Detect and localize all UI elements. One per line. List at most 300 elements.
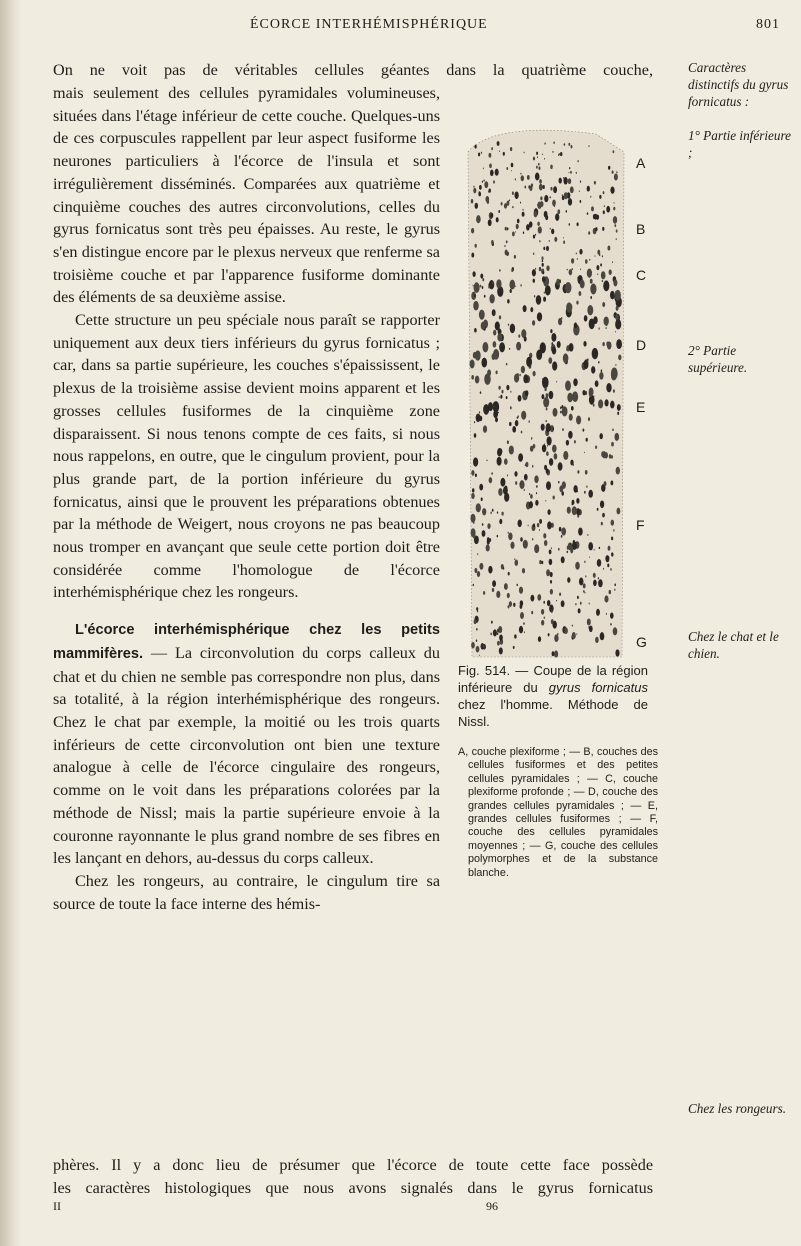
cell-dot xyxy=(486,544,490,551)
cell-dot xyxy=(567,577,570,583)
cell-dot xyxy=(503,152,505,156)
cell-dot xyxy=(589,557,590,558)
cell-dot xyxy=(550,196,551,198)
cell-dot xyxy=(535,500,538,506)
cell-dot xyxy=(576,172,577,174)
margin-note-partie-superieure: 2° Partie supérieure. xyxy=(688,343,748,375)
cell-dot xyxy=(611,480,614,485)
layer-letter-e: E xyxy=(636,399,646,415)
cell-dot xyxy=(494,410,498,418)
cell-dot xyxy=(515,178,516,180)
cell-dot xyxy=(509,280,515,290)
cell-dot xyxy=(595,445,597,448)
margin-note-caracteres: Caractères distinctifs du gyrus fornicatus : xyxy=(688,60,789,109)
cell-dot xyxy=(506,167,508,170)
cell-dot xyxy=(505,249,508,255)
cell-dot xyxy=(533,371,536,377)
cell-dot xyxy=(611,442,614,447)
cell-dot xyxy=(488,566,492,574)
cell-dot xyxy=(492,282,493,285)
cell-dot xyxy=(524,489,525,491)
cell-dot xyxy=(544,195,548,202)
cell-dot xyxy=(567,507,571,514)
cell-dot xyxy=(546,451,549,456)
cell-dot xyxy=(615,331,616,332)
cell-dot xyxy=(480,391,482,394)
layer-letter-g: G xyxy=(636,634,647,650)
cell-dot xyxy=(473,186,474,188)
figure-legend: A, couche plexiforme ; — B, couches des cellules fusiformes et des petites cellules pyramidales ; — C, couche plexiforme profonde ; — D, couche des grandes cellules pyramidales ; — E, grandes cellules fusiformes ; — F, couche des cellules pyramidales moyennes ; — G, couche des cellules polymorphes et de la substance blanche. xyxy=(458,746,658,879)
cell-dot xyxy=(515,231,516,233)
cell-dot xyxy=(539,267,541,271)
cell-dot xyxy=(546,265,549,271)
cell-dot xyxy=(500,478,505,487)
cell-dot xyxy=(530,446,534,452)
cell-dot xyxy=(514,191,518,198)
cell-dot xyxy=(471,375,474,380)
cell-dot xyxy=(476,628,478,631)
cell-dot xyxy=(511,269,513,272)
cell-dot xyxy=(565,381,571,391)
cell-dot xyxy=(538,166,540,170)
cell-dot xyxy=(509,445,514,454)
cell-dot xyxy=(494,313,495,315)
cell-dot xyxy=(479,310,485,320)
cell-dot xyxy=(578,608,581,613)
cell-dot xyxy=(512,231,515,236)
cell-dot xyxy=(594,214,597,220)
cell-dot xyxy=(497,333,502,342)
signature-mark: II xyxy=(53,1199,61,1213)
cell-dot xyxy=(550,572,553,577)
cell-dot xyxy=(506,385,509,390)
cell-dot xyxy=(543,533,546,538)
cell-dot xyxy=(616,306,619,311)
cell-dot xyxy=(532,538,533,540)
cell-dot xyxy=(534,544,539,553)
cell-dot xyxy=(580,269,581,271)
cell-dot xyxy=(534,211,538,218)
cell-dot xyxy=(562,406,568,416)
cell-dot xyxy=(563,177,567,185)
cell-dot xyxy=(583,341,586,347)
cell-dot xyxy=(476,639,477,642)
cell-dot xyxy=(544,142,545,144)
cell-dot xyxy=(489,477,493,483)
cell-dot xyxy=(616,229,618,232)
cell-dot xyxy=(593,580,597,586)
cell-dot xyxy=(588,145,589,147)
cell-dot xyxy=(504,583,508,590)
cell-dot xyxy=(607,246,610,251)
cell-dot xyxy=(477,571,480,577)
cell-dot xyxy=(551,229,554,235)
page-number: 801 xyxy=(756,17,780,32)
caption-italic: gyrus fornicatus xyxy=(548,680,648,695)
cell-dot xyxy=(597,508,599,511)
cell-dot xyxy=(618,355,621,361)
cell-dot xyxy=(536,492,537,494)
cell-dot xyxy=(492,509,494,512)
cell-dot xyxy=(588,490,593,498)
cell-dot xyxy=(612,261,613,263)
cell-dot xyxy=(577,160,578,162)
cell-dot xyxy=(607,564,609,568)
cell-dot xyxy=(566,210,568,213)
cell-dot xyxy=(500,395,502,399)
cell-dot xyxy=(498,412,499,414)
cell-dot xyxy=(541,561,543,564)
cell-dot xyxy=(587,305,593,315)
cell-dot xyxy=(583,590,584,593)
cell-dot xyxy=(539,179,542,184)
cell-dot xyxy=(564,627,568,634)
cell-dot xyxy=(558,462,563,470)
cell-dot xyxy=(575,603,576,605)
cell-dot xyxy=(587,269,592,278)
cell-dot xyxy=(485,196,489,202)
cell-dot xyxy=(616,508,620,515)
cell-dot xyxy=(523,231,524,234)
cell-dot xyxy=(577,470,579,474)
cell-dot xyxy=(582,390,585,396)
cell-dot xyxy=(609,269,612,275)
cell-dot xyxy=(493,341,497,347)
cell-dot xyxy=(597,273,598,275)
cell-dot xyxy=(577,222,579,226)
cell-dot xyxy=(605,399,609,406)
cell-dot xyxy=(507,227,509,230)
cell-dot xyxy=(520,537,523,541)
cell-dot xyxy=(558,178,561,184)
cell-dot xyxy=(589,602,590,604)
cell-dot xyxy=(614,583,616,586)
cell-dot xyxy=(497,535,499,538)
cell-dot xyxy=(556,279,559,284)
cell-dot xyxy=(481,358,487,368)
cell-dot xyxy=(493,330,496,336)
cell-dot xyxy=(597,250,600,255)
cell-dot xyxy=(542,444,547,452)
cell-dot xyxy=(603,210,605,214)
cell-dot xyxy=(534,295,535,298)
cell-dot xyxy=(499,634,503,640)
cell-dot xyxy=(576,416,581,425)
cell-dot xyxy=(602,302,605,307)
cell-dot xyxy=(561,600,565,607)
cell-dot xyxy=(584,452,585,454)
cell-dot xyxy=(552,427,554,430)
cell-dot xyxy=(522,212,525,217)
cell-dot xyxy=(585,259,588,264)
cell-dot xyxy=(529,221,533,227)
cell-dot xyxy=(565,282,571,293)
cell-dot xyxy=(572,632,576,639)
cell-dot xyxy=(561,556,565,563)
cell-dot xyxy=(534,475,538,483)
cell-dot xyxy=(596,265,599,270)
cell-dot xyxy=(481,152,482,154)
cell-dot xyxy=(537,156,538,158)
cell-dot xyxy=(540,196,542,200)
cell-dot xyxy=(555,213,559,221)
cell-dot xyxy=(521,431,523,434)
cell-dot xyxy=(537,523,539,527)
cell-dot xyxy=(602,342,604,346)
cell-dot xyxy=(476,646,480,653)
cell-dot xyxy=(543,297,546,302)
cell-dot xyxy=(472,488,474,492)
cell-dot xyxy=(495,417,498,422)
cell-dot xyxy=(607,342,612,350)
cell-dot xyxy=(514,558,515,560)
cell-dot xyxy=(617,404,621,411)
cell-dot xyxy=(611,520,615,526)
cell-dot xyxy=(589,323,590,325)
cell-dot xyxy=(521,175,524,181)
cell-dot xyxy=(533,235,535,239)
paragraph-1: mais seulement des cellules pyramidales volumineuses, situées dans l'étage inférieur de cette couche. Quelques-uns de ces corpuscules rappellent par leur aspect fusiforme les neurones particuliers à l'écorce de l'insula et sont irrégulièrement disséminés. Comparées aux quatrième et cinquième couches des autres circonvolutions, celles du gyrus fornicatus sont très peu épaisses. Au reste, le gyrus s'en distingue encore par le plexus nerveux que renferme sa troisième couche et par l'apparence fusiforme dominante des éléments de sa deuxième assise. xyxy=(53,84,440,307)
cell-dot xyxy=(591,206,594,211)
cell-dot xyxy=(611,371,617,381)
cell-dot xyxy=(516,342,521,351)
margin-note-partie-inferieure: 1° Partie inférieure ; xyxy=(688,128,791,160)
cell-dot xyxy=(539,560,541,564)
cell-dot xyxy=(554,453,558,459)
cell-dot xyxy=(490,632,492,635)
cell-dot xyxy=(484,374,490,385)
cell-dot xyxy=(590,196,591,198)
cell-dot xyxy=(572,625,573,627)
cell-dot xyxy=(597,559,601,567)
cell-dot xyxy=(477,553,478,555)
cell-dot xyxy=(574,440,576,443)
cell-dot xyxy=(490,512,491,515)
cell-dot xyxy=(520,612,524,619)
cell-dot xyxy=(564,143,566,146)
cell-dot xyxy=(545,420,546,422)
cell-dot xyxy=(542,260,544,263)
cell-dot xyxy=(611,552,613,556)
cell-dot xyxy=(586,485,587,487)
cell-dot xyxy=(559,527,562,532)
cell-dot xyxy=(537,312,542,321)
cell-dot xyxy=(547,600,551,606)
body-column xyxy=(53,82,440,915)
cell-dot xyxy=(505,227,507,231)
cell-dot xyxy=(580,180,581,182)
cell-dot xyxy=(524,152,525,154)
cell-dot xyxy=(499,519,502,524)
cell-dot xyxy=(615,433,620,441)
cell-dot xyxy=(612,428,613,431)
cell-dot xyxy=(514,374,519,383)
cell-dot xyxy=(569,269,573,275)
cell-dot xyxy=(617,412,619,415)
cell-dot xyxy=(491,472,492,475)
cell-dot xyxy=(608,166,610,170)
cell-dot xyxy=(616,171,617,173)
cell-dot xyxy=(528,420,529,422)
cell-dot xyxy=(522,568,525,573)
cell-dot xyxy=(501,512,503,516)
cell-dot xyxy=(537,594,541,601)
cell-dot xyxy=(599,195,601,199)
cell-dot xyxy=(484,295,486,298)
cell-dot xyxy=(530,494,533,499)
cell-dot xyxy=(609,454,612,459)
cell-dot xyxy=(499,342,505,352)
cell-dot xyxy=(571,258,574,264)
cell-dot xyxy=(576,301,578,305)
cell-dot xyxy=(610,568,612,571)
cell-dot xyxy=(548,357,552,364)
cell-dot xyxy=(599,433,602,439)
cell-dot xyxy=(544,292,545,294)
cell-dot xyxy=(554,650,558,657)
cell-dot xyxy=(551,333,556,342)
cell-dot xyxy=(599,327,600,329)
cell-dot xyxy=(483,425,487,432)
cell-dot xyxy=(598,582,599,584)
cell-dot xyxy=(610,623,611,626)
cell-dot xyxy=(568,143,570,146)
cell-dot xyxy=(560,152,562,156)
cell-dot xyxy=(550,187,552,191)
cell-dot xyxy=(475,203,479,209)
cell-dot xyxy=(482,530,486,537)
cell-dot xyxy=(559,592,561,595)
cell-dot xyxy=(589,259,590,261)
cell-dot xyxy=(587,212,589,215)
cell-dot xyxy=(538,163,540,166)
cell-dot xyxy=(590,279,593,284)
cell-dot xyxy=(482,342,488,352)
cell-dot xyxy=(481,497,483,501)
cell-dot xyxy=(529,501,533,508)
cell-dot xyxy=(521,411,526,420)
cell-dot xyxy=(600,263,602,266)
cell-dot xyxy=(513,603,515,607)
cell-dot xyxy=(538,636,541,642)
cell-dot xyxy=(616,238,617,240)
cell-dot xyxy=(475,376,480,384)
running-title: ÉCORCE INTERHÉMISPHÉRIQUE xyxy=(250,17,488,32)
cell-dot xyxy=(601,369,603,372)
cell-dot xyxy=(482,286,484,289)
cell-dot xyxy=(493,349,499,360)
cell-dot xyxy=(510,542,514,549)
cell-dot xyxy=(535,234,536,236)
cell-dot xyxy=(549,391,554,399)
cell-dot xyxy=(551,547,552,549)
cell-dot xyxy=(552,651,555,656)
cell-dot xyxy=(510,289,512,293)
cell-dot xyxy=(566,440,569,446)
cell-dot xyxy=(585,470,588,475)
cell-dot xyxy=(533,157,535,161)
cell-dot xyxy=(546,393,549,398)
cell-dot xyxy=(600,632,605,640)
cell-dot xyxy=(575,562,580,570)
cell-dot xyxy=(524,631,525,633)
cell-dot xyxy=(585,592,586,594)
cell-dot xyxy=(563,241,565,244)
paragraph-2: Cette structure un peu spéciale nous paraît se rapporter uniquement aux deux tiers inférieurs du gyrus fornicatus ; car, dans sa partie supérieure, les couches s'épaississent, le plexus de la troisième assise devient moins apparent et les grosses cellules fusiformes de la cinquième zone disparaissent. Si nous tenons compte de ces faits, si nous nous rappelons, en outre, que le cingulum provient, pour la plus grande part, de la portion inférieure du gyrus fornicatus, ainsi que le prouvent les préparations obtenues par la méthode de Weigert, nous croyons ne pas beaucoup nous tromper en avançant que seule cette portion doit être considérée comme l'homologue de l'écorce interhémisphérique chez les rongeurs. xyxy=(53,311,440,602)
cell-dot xyxy=(553,495,555,499)
cell-dot xyxy=(510,324,515,334)
cell-dot xyxy=(561,535,563,538)
cell-dot xyxy=(588,542,593,550)
cell-dot xyxy=(556,600,557,602)
cell-dot xyxy=(601,271,606,279)
cell-dot xyxy=(518,395,522,402)
cell-dot xyxy=(546,468,549,473)
cell-dot xyxy=(558,154,559,156)
cell-dot xyxy=(547,509,550,515)
cell-dot xyxy=(507,299,510,303)
cell-dot xyxy=(488,219,492,226)
cell-dot xyxy=(615,649,619,656)
cell-dot xyxy=(498,488,502,496)
cell-dot xyxy=(497,511,498,513)
cell-dot xyxy=(472,271,475,277)
cell-dot xyxy=(598,361,599,364)
cell-dot xyxy=(523,305,527,312)
cell-dot xyxy=(602,513,605,518)
cell-dot xyxy=(474,294,476,297)
cell-dot xyxy=(602,280,603,283)
cell-dot xyxy=(571,145,573,148)
cell-dot xyxy=(501,202,503,206)
cell-dot xyxy=(499,396,500,398)
cell-dot xyxy=(574,322,578,328)
layer-letter-a: A xyxy=(636,155,646,171)
cell-dot xyxy=(551,610,553,613)
cell-dot xyxy=(544,158,545,160)
cell-dot xyxy=(572,391,578,402)
cell-dot xyxy=(569,167,570,169)
cell-dot xyxy=(613,216,617,224)
cell-dot xyxy=(544,540,547,546)
cell-dot xyxy=(579,291,582,296)
layer-letter-c: C xyxy=(636,267,647,283)
cell-dot xyxy=(482,523,484,526)
cell-dot xyxy=(554,634,558,642)
cell-dot xyxy=(613,529,614,531)
cell-dot xyxy=(567,269,568,271)
cell-dot xyxy=(533,252,534,255)
cell-dot xyxy=(578,528,583,536)
cell-dot xyxy=(587,619,591,626)
cell-dot xyxy=(542,263,544,267)
cell-dot xyxy=(563,237,564,239)
cell-dot xyxy=(509,348,510,350)
cell-dot xyxy=(558,548,560,551)
cell-dot xyxy=(479,484,483,491)
cell-dot xyxy=(543,601,545,604)
cell-dot xyxy=(489,294,494,303)
cell-dot xyxy=(615,319,621,330)
cell-dot xyxy=(577,258,578,260)
cell-dot xyxy=(596,609,600,616)
cell-dot xyxy=(520,483,521,485)
cell-dot xyxy=(498,386,500,390)
cell-dot xyxy=(551,342,553,345)
cell-dot xyxy=(609,590,612,594)
cell-dot xyxy=(523,374,528,383)
cell-dot xyxy=(584,491,586,494)
